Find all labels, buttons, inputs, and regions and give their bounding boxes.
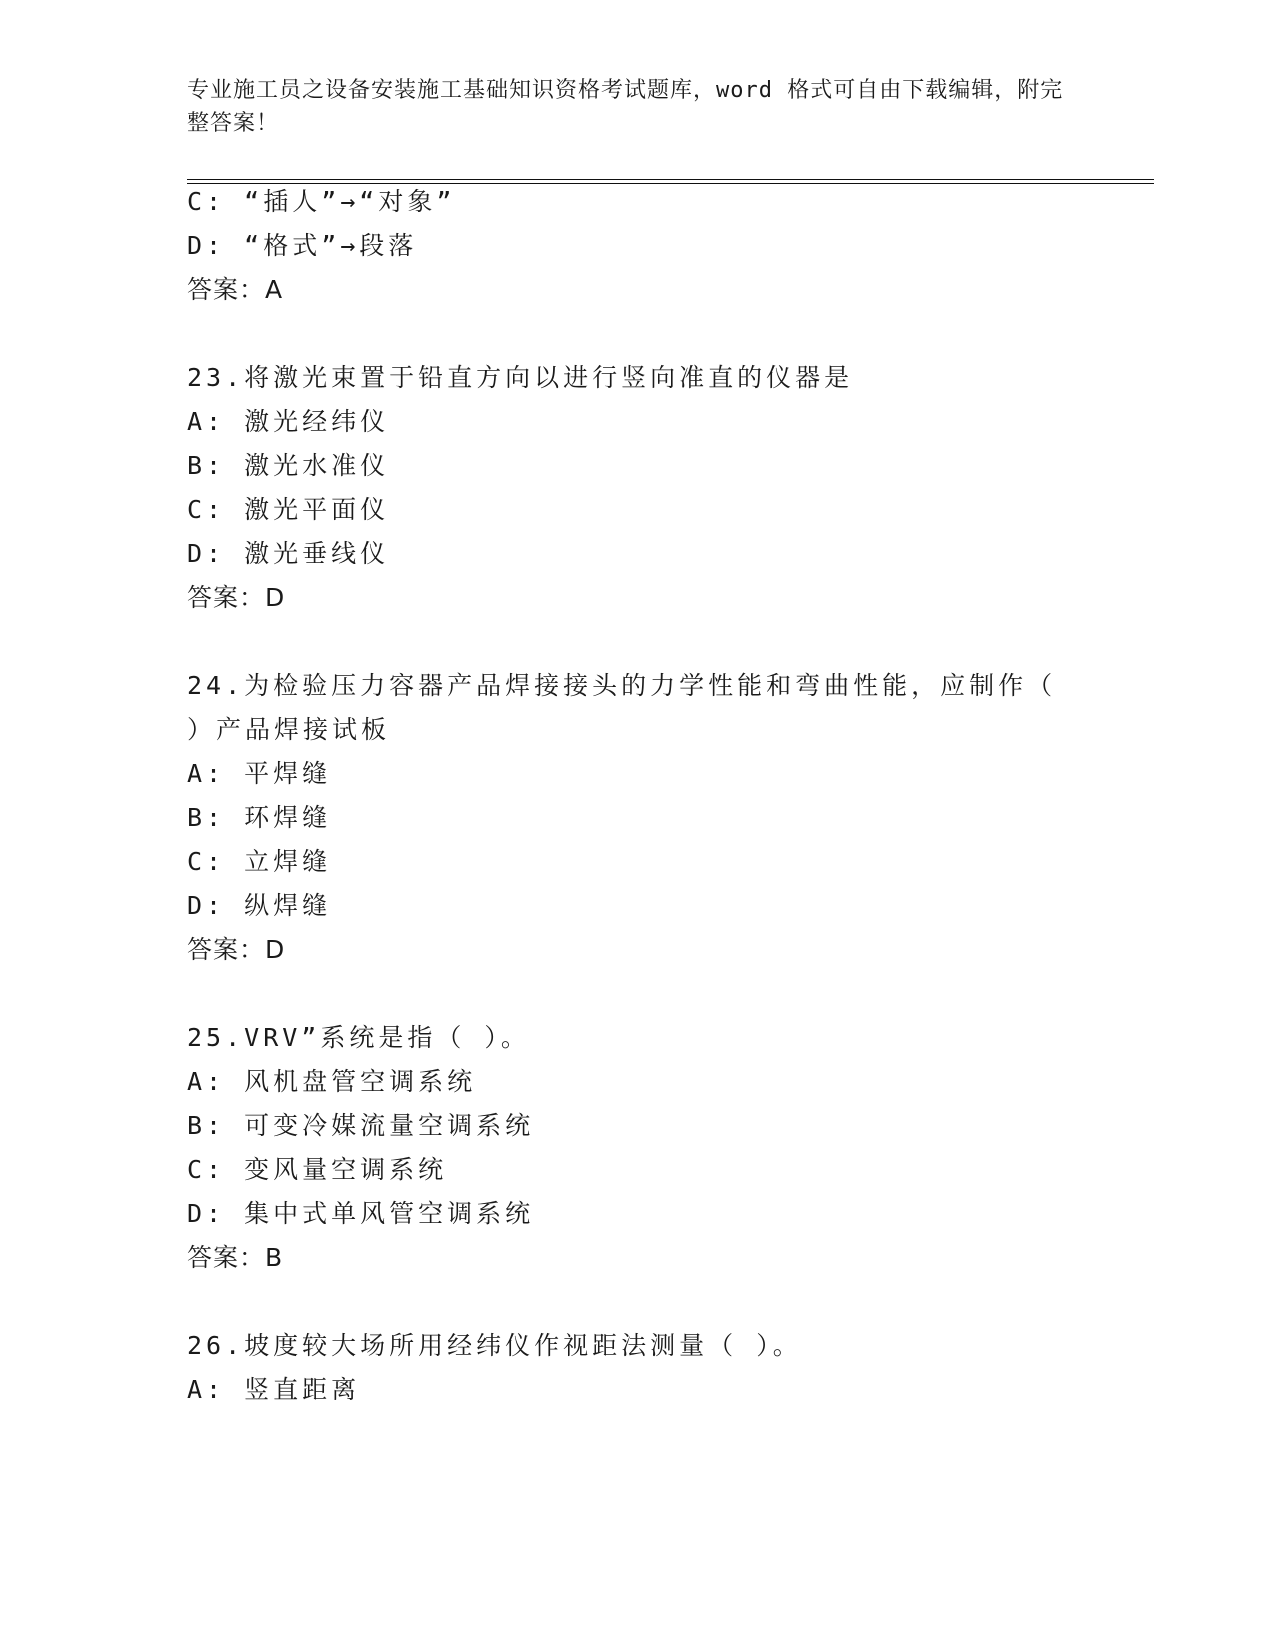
question-26-stem: 26.坡度较大场所用经纬仪作视距法测量（ ）。 (187, 1331, 802, 1360)
question-25-option-a: A: 风机盘管空调系统 (187, 1067, 477, 1096)
question-23-option-b: B: 激光水准仪 (187, 451, 390, 480)
prev-option-d: D: “格式”→段落 (187, 231, 418, 260)
question-23-option-c: C: 激光平面仪 (187, 495, 390, 524)
header-rule-bottom (187, 183, 1154, 184)
question-23-answer: 答案：D (187, 583, 286, 612)
question-25-option-d: D: 集中式单风管空调系统 (187, 1199, 535, 1228)
question-23-option-d: D: 激光垂线仪 (187, 539, 390, 568)
question-26-option-a: A: 竖直距离 (187, 1375, 361, 1404)
document-header: 专业施工员之设备安装施工基础知识资格考试题库，word 格式可自由下载编辑，附完整答案！ (187, 78, 1064, 136)
question-23-stem: 23.将激光束置于铅直方向以进行竖向准直的仪器是 (187, 363, 854, 392)
question-24-stem-line-2: ）产品焊接试板 (187, 715, 391, 744)
prev-answer: 答案：A (187, 275, 284, 304)
question-25-option-c: C: 变风量空调系统 (187, 1155, 448, 1184)
question-24-option-c: C: 立焊缝 (187, 847, 332, 876)
question-25-option-b: B: 可变冷媒流量空调系统 (187, 1111, 535, 1140)
question-24-stem-line-1: 24.为检验压力容器产品焊接接头的力学性能和弯曲性能，应制作（ (187, 671, 1057, 700)
header-rule-top (187, 179, 1154, 180)
question-24-option-d: D: 纵焊缝 (187, 891, 332, 920)
question-24-option-b: B: 环焊缝 (187, 803, 332, 832)
prev-option-c: C: “插人”→“对象” (187, 187, 456, 216)
question-25-answer: 答案：B (187, 1243, 284, 1272)
question-25-stem: 25.VRV”系统是指（ ）。 (187, 1023, 530, 1052)
question-24-answer: 答案：D (187, 935, 286, 964)
question-23-option-a: A: 激光经纬仪 (187, 407, 390, 436)
question-24-option-a: A: 平焊缝 (187, 759, 332, 788)
